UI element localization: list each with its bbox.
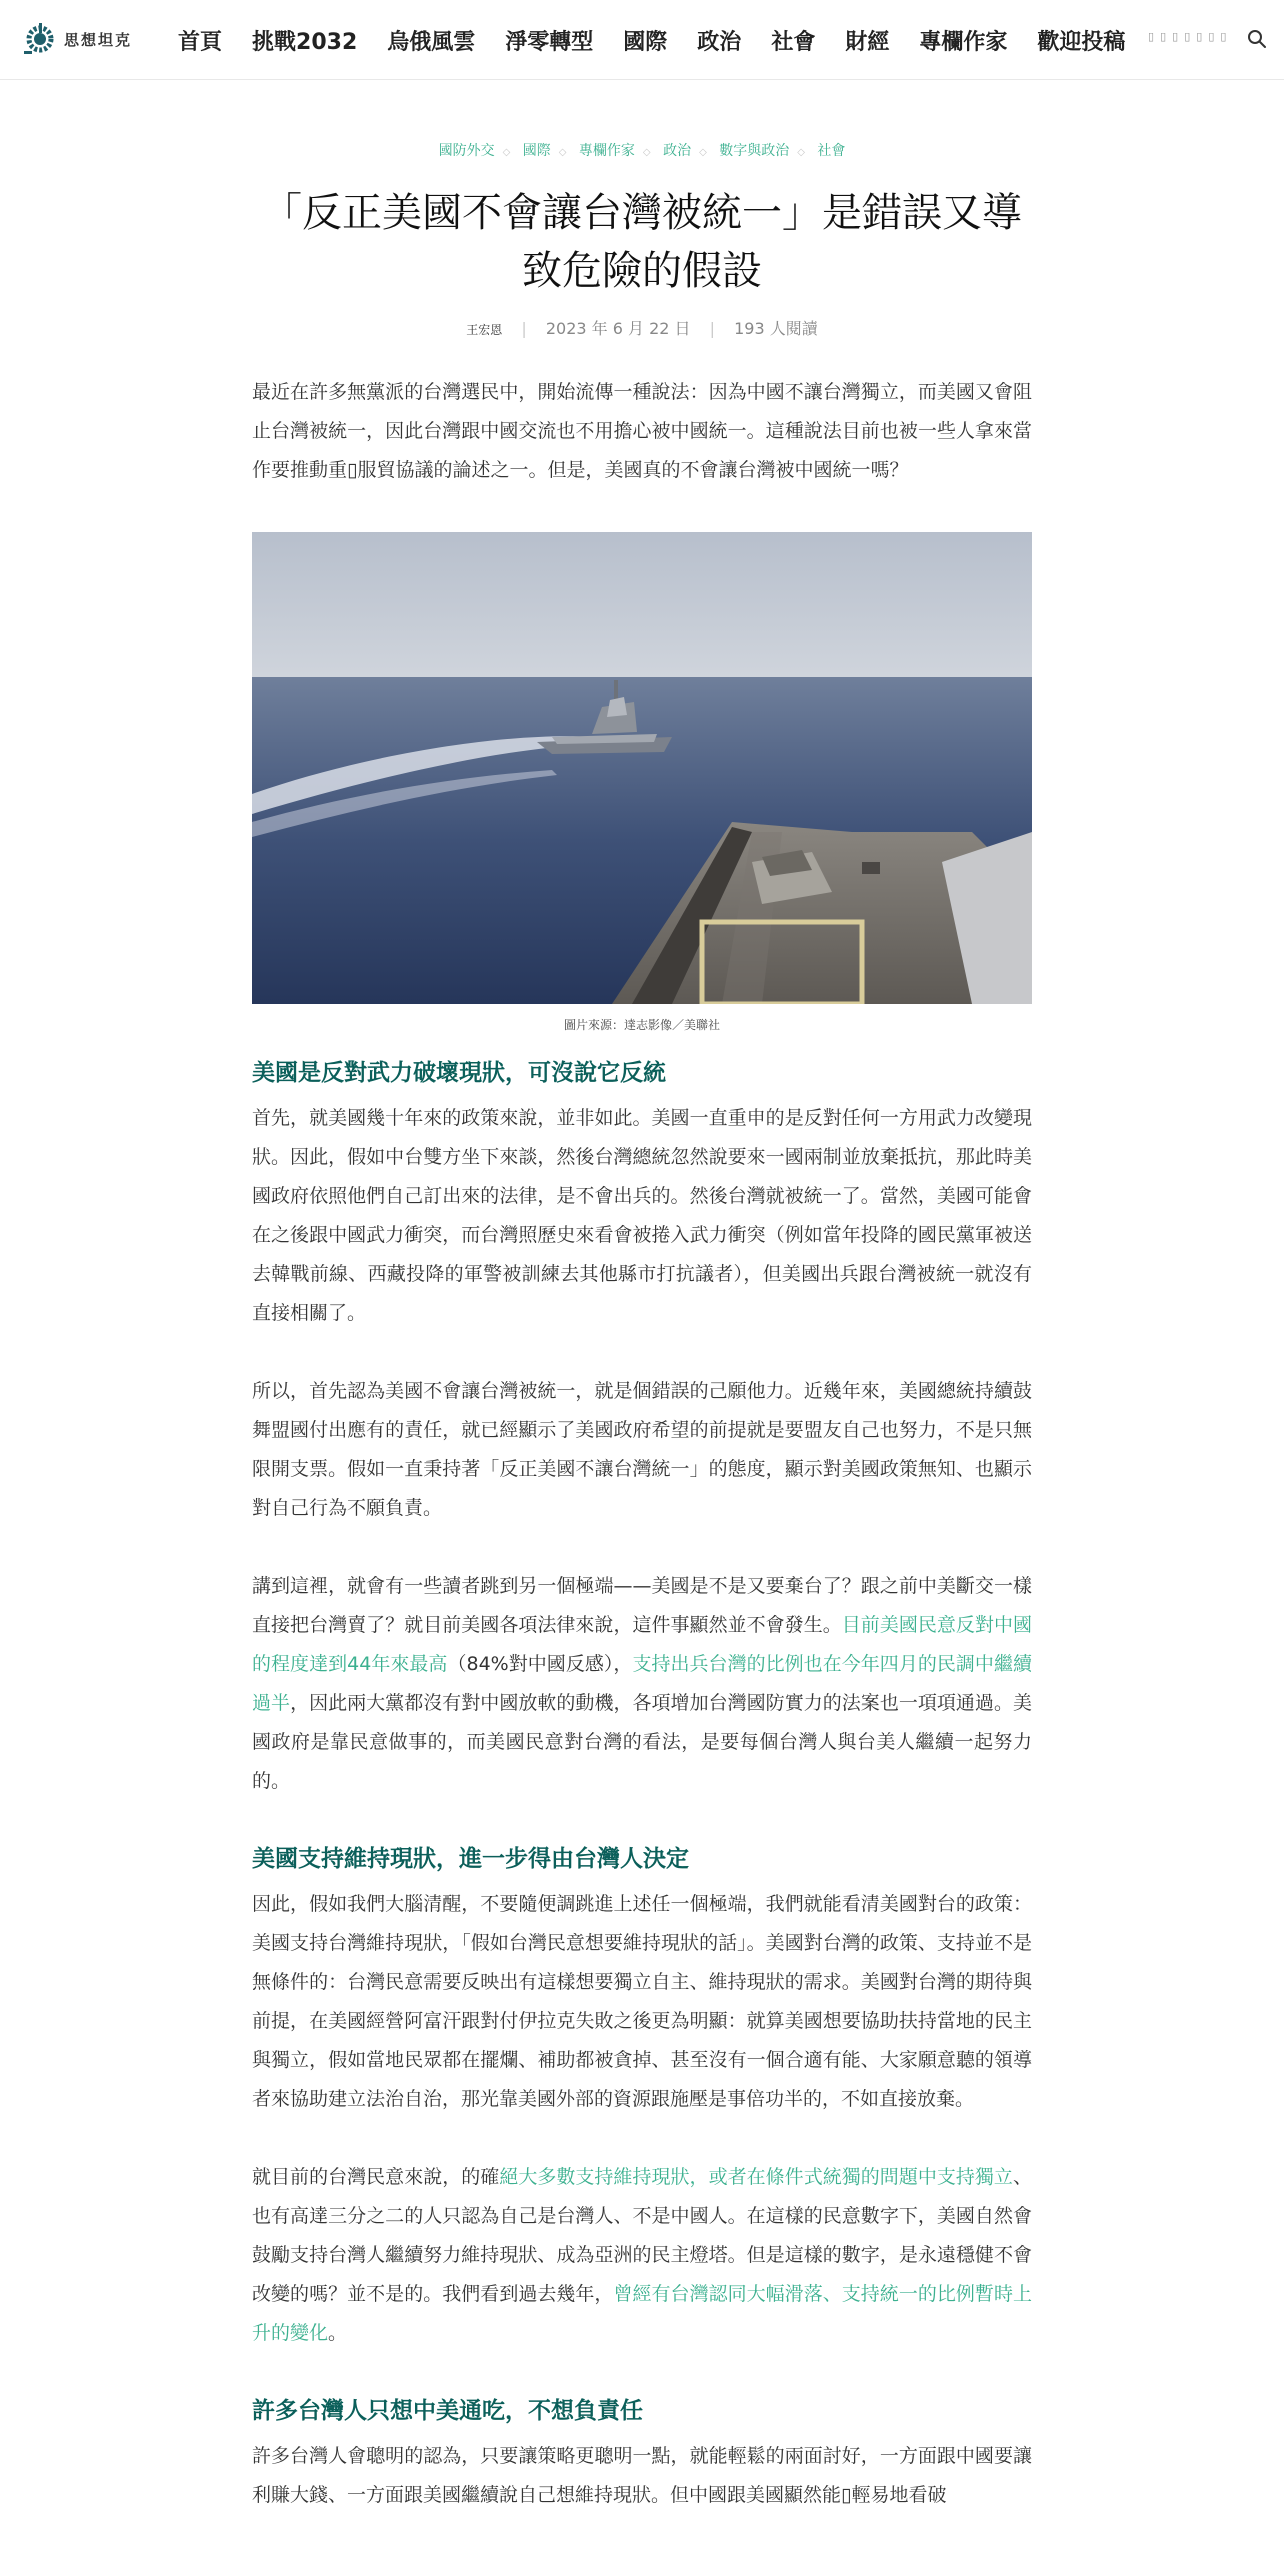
nav-item-politics[interactable]: 政治 xyxy=(697,29,742,55)
meta-separator: | xyxy=(709,319,716,338)
paragraph: 因此，假如我們大腦清醒，不要隨便調跳進上述任一個極端，我們就能看清美國對台的政策：美國支持台灣維持現狀，「假如台灣民意想要維持現狀的話」。美國對台灣的政策、支持並不是無條件的：台灣民意需要反映出有這樣想要獨立自主、維持現狀的需求。美國對台灣的期待與前提，在美國經營阿富汗跟對付伊拉克失敗之後更為明顯：就算美國想要協助扶持當地的民主與獨立，假如當地民眾都在擺爛、補助都被貪掉、甚至沒有一個合適有能、大家願意聽的領導者來協助建立法治自治，那光靠美國外部的資源跟施壓是事倍功半的，不如直接放棄。 xyxy=(252,1893,1032,2110)
line-icon[interactable]: ▯ xyxy=(1196,30,1203,43)
facebook-icon[interactable]: ▯ xyxy=(1148,30,1155,43)
article-title: 「反正美國不會讓台灣被統一」是錯誤又導致危險的假設 xyxy=(262,190,1022,294)
publish-date: 2023 年 6 月 22 日 xyxy=(545,319,691,338)
paragraph xyxy=(252,2158,1032,2353)
paragraph: 首先，就美國幾十年來的政策來說，並非如此。美國一直重申的是反對任何一方用武力改變現狀。因此，假如中台雙方坐下來談，然後台灣總統忽然說要來一國兩制並放棄抵抗，那此時美國政府依照他們自己訂出來的法律，是不會出兵的。然後台灣就被統一了。當然，美國可能會在之後跟中國武力衝突，而台灣照歷史來看會被捲入武力衝突（例如當年投降的國民黨軍被送去韓戰前線、西藏投降的軍警被訓練去其他縣市打抗議者），但美國出兵跟台灣被統一就沒有直接相關了。 xyxy=(252,1107,1032,1324)
view-count: 193 人閱讀 xyxy=(734,319,818,338)
logo-text: 思想坦克 xyxy=(64,30,133,49)
site-header xyxy=(0,0,1284,80)
paragraph xyxy=(252,1567,1032,1801)
site-logo[interactable] xyxy=(22,16,142,62)
category-separator: ◇ xyxy=(699,147,707,158)
mail-icon[interactable]: ▯ xyxy=(1220,30,1227,43)
social-links xyxy=(1148,30,1226,43)
nav-item-society[interactable]: 社會 xyxy=(771,29,816,55)
youtube-icon[interactable]: ▯ xyxy=(1184,30,1191,43)
category-list xyxy=(252,140,1032,160)
category-separator: ◇ xyxy=(642,147,651,158)
paragraph-text: （84%對中國反感）， xyxy=(447,1653,633,1675)
featured-figure xyxy=(252,532,1032,1033)
search-icon[interactable] xyxy=(1246,28,1268,50)
category-separator: ◇ xyxy=(502,147,511,158)
section-heading-1: 美國是反對武力破壞現狀，可沒說它反統 xyxy=(252,1060,666,1086)
nav-item-finance[interactable]: 財經 xyxy=(845,29,890,55)
author-link[interactable]: 王宏恩 xyxy=(466,323,503,337)
article-meta xyxy=(252,316,1032,339)
nav-item-international[interactable]: 國際 xyxy=(623,29,668,55)
category-separator: ◇ xyxy=(558,147,567,158)
link-status-quo-majority[interactable]: 絕大多數支持維持現狀，或者在條件式統獨的問題中支持獨立 xyxy=(499,2166,1013,2188)
link-us-troops-taiwan-poll[interactable]: 支持出兵台灣的比例也在今年四月的民調中繼續過半 xyxy=(252,1653,1032,1714)
meta-separator: | xyxy=(521,319,527,338)
paragraph-text: 就目前的台灣民意來說，的確 xyxy=(252,2166,500,2188)
rss-icon[interactable]: ▯ xyxy=(1208,30,1215,43)
paragraph-text: 、也有高達三分之二的人只認為自己是台灣人、不是中國人。在這樣的民意數字下，美國自然會鼓勵支持台灣人繼續努力維持現狀、成為亞洲的民主燈塔。但是這樣的數字，是永遠穩健不會改變的嗎？並不是的。我們看到過去幾年， xyxy=(252,2166,1032,2305)
warship-photo xyxy=(252,532,1032,1004)
category-numbers-politics[interactable]: 數字與政治 xyxy=(719,143,790,159)
category-society[interactable]: 社會 xyxy=(817,143,846,159)
instagram-icon[interactable]: ▯ xyxy=(1172,30,1179,43)
paragraph: 所以，首先認為美國不會讓台灣被統一，就是個錯誤的己願他力。近幾年來，美國總統持續鼓舞盟國付出應有的責任，就已經顯示了美國政府希望的前提就是要盟友自己也努力，不是只無限開支票。假如一直秉持著「反正美國不讓台灣統一」的態度，顯示對美國政策無知、也顯示對自己行為不願負責。 xyxy=(252,1380,1032,1519)
section-heading-2: 美國支持維持現狀，進一步得由台灣人決定 xyxy=(252,1846,689,1872)
link-us-opinion-china[interactable]: 目前美國民意反對中國的程度達到44年來最高 xyxy=(252,1614,1032,1675)
paragraph-text: ，因此兩大黨都沒有對中國放軟的動機，各項增加台灣國防實力的法案也一項項通過。美國政府是靠民意做事的，而美國民意對台灣的看法，是要每個台灣人與台美人繼續一起努力的。 xyxy=(252,1692,1032,1792)
nav-item-submit[interactable]: 歡迎投稿 xyxy=(1037,29,1126,55)
twitter-icon[interactable]: ▯ xyxy=(1160,30,1167,43)
tank-logo-icon xyxy=(22,21,58,57)
category-international[interactable]: 國際 xyxy=(522,143,551,159)
nav-item-challenge-2032[interactable]: 挑戰2032 xyxy=(252,29,358,55)
link-identity-decline[interactable]: 曾經有台灣認同大幅滑落、支持統一的比例暫時上升的變化 xyxy=(252,2283,1032,2344)
category-separator: ◇ xyxy=(797,147,805,158)
nav-item-home[interactable]: 首頁 xyxy=(178,29,223,55)
nav-item-columnists[interactable]: 專欄作家 xyxy=(919,29,1008,55)
paragraph-text: 講到這裡，就會有一些讀者跳到另一個極端——美國是不是又要棄台了？跟之前中美斷交一樣直接把台灣賣了？就目前美國各項法律來說，這件事顯然並不會發生。 xyxy=(252,1575,1032,1636)
nav-item-net-zero[interactable]: 淨零轉型 xyxy=(505,29,594,55)
section-heading-3: 許多台灣人只想中美通吃，不想負責任 xyxy=(252,2398,643,2424)
paragraph-text: 。 xyxy=(328,2322,348,2344)
article xyxy=(252,80,1032,2515)
lead-paragraph: 最近在許多無黨派的台灣選民中，開始流傳一種說法：因為中國不讓台灣獨立，而美國又會阻止台灣被統一，因此台灣跟中國交流也不用擔心被中國統一。這種說法目前也被一些人拿來當作要推動重▯服貿協議的論述之一。但是，美國真的不會讓台灣被中國統一嗎？ xyxy=(252,381,1032,481)
category-defense-diplomacy[interactable]: 國防外交 xyxy=(438,143,495,159)
category-columnists[interactable]: 專欄作家 xyxy=(578,143,635,159)
image-caption: 圖片來源：達志影像／美聯社 xyxy=(563,1018,720,1032)
category-politics[interactable]: 政治 xyxy=(663,143,692,159)
main-nav xyxy=(178,0,1155,80)
paragraph: 許多台灣人會聰明的認為，只要讓策略更聰明一點，就能輕鬆的兩面討好，一方面跟中國要讓利賺大錢、一方面跟美國繼續說自己想維持現狀。但中國跟美國顯然能▯輕易地看破 xyxy=(252,2445,1032,2506)
nav-item-russia-ukraine[interactable]: 烏俄風雲 xyxy=(387,29,476,55)
